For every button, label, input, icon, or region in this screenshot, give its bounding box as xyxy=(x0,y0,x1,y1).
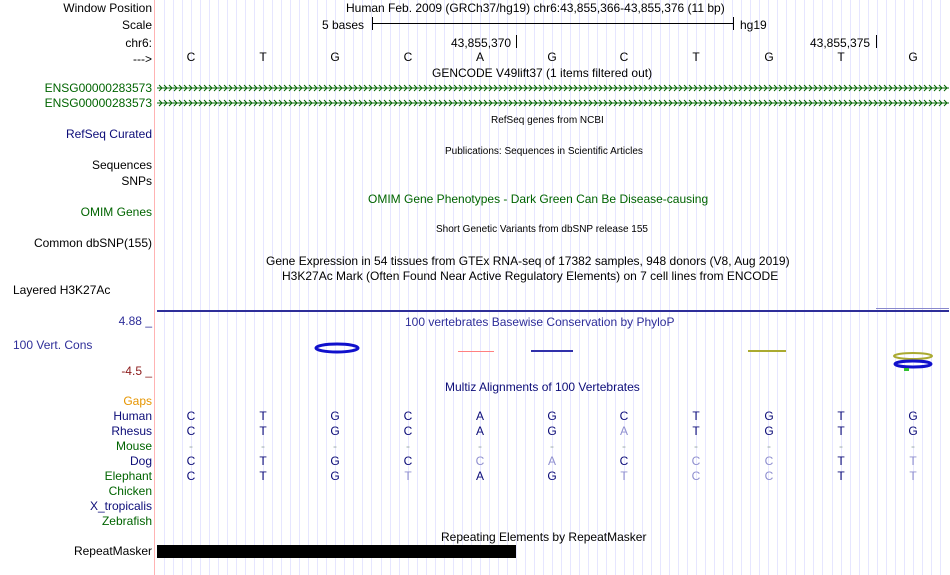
alignment-base: C xyxy=(691,469,701,483)
alignment-base: - xyxy=(622,439,626,453)
track-h3k27ac-title: H3K27Ac Mark (Often Found Near Active Regulatory Elements) on 7 cell lines from ENCODE xyxy=(282,269,779,283)
coord-tick-1 xyxy=(516,35,517,48)
label-h3k27ac[interactable]: Layered H3K27Ac xyxy=(13,283,111,297)
repeat-element-block[interactable] xyxy=(157,545,516,558)
label-scale: Scale xyxy=(121,18,152,32)
alignment-base: C xyxy=(619,454,629,468)
alignment-base: - xyxy=(911,439,915,453)
alignment-base: - xyxy=(694,439,698,453)
alignment-base: - xyxy=(478,439,482,453)
alignment-base: T xyxy=(909,454,917,468)
reference-base: T xyxy=(259,50,267,64)
alignment-base: G xyxy=(547,409,557,423)
label-separator xyxy=(154,0,155,575)
reference-base: G xyxy=(764,50,774,64)
species-label[interactable]: Human xyxy=(113,409,152,423)
alignment-base: T xyxy=(259,409,267,423)
alignment-base: T xyxy=(909,469,917,483)
alignment-base: C xyxy=(619,409,629,423)
reference-base: T xyxy=(692,50,700,64)
label-sequences[interactable]: Sequences xyxy=(91,158,152,172)
reference-base: G xyxy=(908,50,918,64)
alignment-base: G xyxy=(908,409,918,423)
label-repeatmasker[interactable]: RepeatMasker xyxy=(73,544,152,558)
label-cons[interactable]: 100 Vert. Cons xyxy=(13,338,93,352)
label-ensg-2[interactable]: ENSG00000283573 xyxy=(44,96,152,110)
alignment-base: T xyxy=(692,424,700,438)
species-label[interactable]: Dog xyxy=(129,454,152,468)
alignment-base: C xyxy=(186,409,196,423)
cons-min-value: -4.5 _ xyxy=(121,364,152,378)
h3k27ac-signal-peak xyxy=(876,308,949,309)
alignment-base: G xyxy=(764,409,774,423)
alignment-base: G xyxy=(330,409,340,423)
alignment-base: - xyxy=(406,439,410,453)
coord-tick-2 xyxy=(876,35,877,48)
alignment-base: T xyxy=(837,424,845,438)
alignment-base: T xyxy=(404,469,412,483)
species-label[interactable]: Zebrafish xyxy=(101,514,152,528)
alignment-base: T xyxy=(837,469,845,483)
alignment-base: - xyxy=(189,439,193,453)
coord-label-2: 43,855,375 xyxy=(810,36,871,50)
track-phylop-title: 100 vertebrates Basewise Conservation by PhyloP xyxy=(405,315,675,329)
position-text: Human Feb. 2009 (GRCh37/hg19) chr6:43,855,366-43,855,376 (11 bp) xyxy=(346,1,725,15)
track-gencode-title: GENCODE V49lift37 (1 items filtered out) xyxy=(432,66,653,80)
alignment-base: A xyxy=(547,454,556,468)
alignment-base: T xyxy=(837,409,845,423)
track-omim-title: OMIM Gene Phenotypes - Dark Green Can Be Disease-causing xyxy=(368,192,709,206)
label-strand-arrow: ---> xyxy=(133,52,152,66)
alignment-base: - xyxy=(550,439,554,453)
reference-base: G xyxy=(330,50,340,64)
species-label[interactable]: Rhesus xyxy=(111,424,152,438)
assembly-label: hg19 xyxy=(740,18,767,32)
alignment-base: G xyxy=(330,469,340,483)
track-refseq-title: RefSeq genes from NCBI xyxy=(491,115,604,126)
species-label[interactable]: Chicken xyxy=(108,484,152,498)
alignment-base: G xyxy=(547,424,557,438)
species-label[interactable]: X_tropicalis xyxy=(89,499,152,513)
alignment-base: G xyxy=(547,469,557,483)
track-publications-title: Publications: Sequences in Scientific Articles xyxy=(445,146,643,157)
scale-bar-right xyxy=(733,17,734,30)
scale-text: 5 bases xyxy=(322,18,365,32)
alignment-base: A xyxy=(475,409,484,423)
reference-base: G xyxy=(547,50,557,64)
alignment-base: T xyxy=(620,469,628,483)
reference-base: C xyxy=(186,50,196,64)
cons-max-value: 4.88 _ xyxy=(118,314,152,328)
label-snps[interactable]: SNPs xyxy=(121,174,152,188)
alignment-base: C xyxy=(403,454,413,468)
track-repeats-title: Repeating Elements by RepeatMasker xyxy=(441,530,647,544)
alignment-base: C xyxy=(691,454,701,468)
track-dbsnp-title: Short Genetic Variants from dbSNP release 155 xyxy=(436,224,648,235)
alignment-base: A xyxy=(619,424,628,438)
alignment-base: G xyxy=(764,424,774,438)
alignment-base: T xyxy=(259,424,267,438)
alignment-base: T xyxy=(259,469,267,483)
label-gaps: Gaps xyxy=(123,394,152,408)
alignment-base: G xyxy=(908,424,918,438)
alignment-base: T xyxy=(692,409,700,423)
alignment-base: - xyxy=(767,439,771,453)
alignment-base: T xyxy=(259,454,267,468)
alignment-base: C xyxy=(475,454,485,468)
species-label[interactable]: Mouse xyxy=(115,439,152,453)
label-dbsnp[interactable]: Common dbSNP(155) xyxy=(33,236,152,250)
reference-base: A xyxy=(475,50,484,64)
coord-label-1: 43,855,370 xyxy=(451,36,512,50)
alignment-base: - xyxy=(839,439,843,453)
track-gtex-title: Gene Expression in 54 tissues from GTEx RNA-seq of 17382 samples, 948 donors (V8, Aug 2019) xyxy=(266,254,790,268)
reference-base: C xyxy=(403,50,413,64)
reference-base: T xyxy=(837,50,845,64)
scale-bar xyxy=(372,23,733,24)
alignment-base: C xyxy=(764,454,774,468)
h3k27ac-signal[interactable] xyxy=(157,310,949,312)
alignment-base: - xyxy=(261,439,265,453)
alignment-base: A xyxy=(475,469,484,483)
conservation-logos[interactable] xyxy=(300,340,949,375)
alignment-base: T xyxy=(837,454,845,468)
track-multiz-title: Multiz Alignments of 100 Vertebrates xyxy=(445,380,640,394)
alignment-base: C xyxy=(403,424,413,438)
alignment-base: C xyxy=(403,409,413,423)
alignment-base: C xyxy=(186,454,196,468)
alignment-base: A xyxy=(475,424,484,438)
label-window-position: Window Position xyxy=(63,1,152,15)
label-omim[interactable]: OMIM Genes xyxy=(80,205,152,219)
alignment-base: - xyxy=(333,439,337,453)
reference-base: C xyxy=(619,50,629,64)
gene-ensg-features[interactable] xyxy=(157,82,949,108)
label-ensg-1[interactable]: ENSG00000283573 xyxy=(44,81,152,95)
alignment-base: C xyxy=(186,424,196,438)
label-refseq[interactable]: RefSeq Curated xyxy=(65,127,152,141)
alignment-base: G xyxy=(330,424,340,438)
alignment-base: C xyxy=(764,469,774,483)
label-chr: chr6: xyxy=(125,36,152,50)
alignment-base: G xyxy=(330,454,340,468)
alignment-base: C xyxy=(186,469,196,483)
species-label[interactable]: Elephant xyxy=(104,469,152,483)
